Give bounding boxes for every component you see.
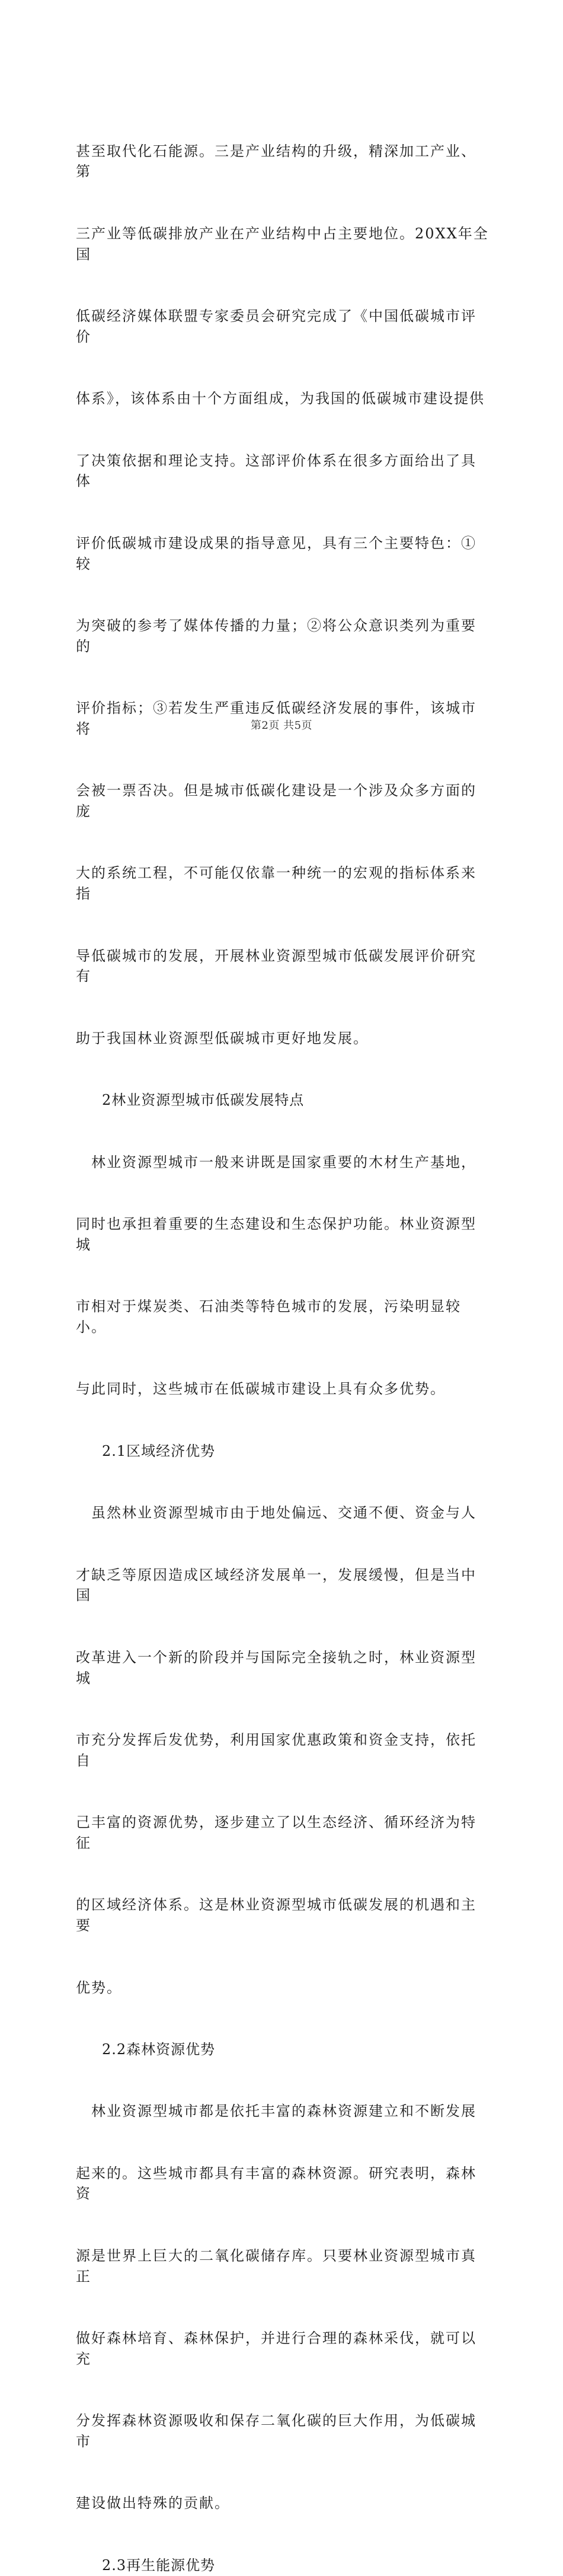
text-line: 体系》，该体系由十个方面组成，为我国的低碳城市建设提供 [76, 390, 485, 407]
text-line: 分发挥森林资源吸收和保存二氧化碳的巨大作用，为低碳城市 [76, 2412, 476, 2450]
document-body [76, 100, 491, 2576]
text-line: 了决策依据和理论支持。这部评价体系在很多方面给出了具体 [76, 452, 476, 490]
paragraph-section-2 [76, 1111, 491, 1441]
page-number-footer: 第2页 共5页 [250, 719, 313, 732]
section-heading-2-1: 2.1区域经济优势 [102, 1442, 216, 1459]
text-line: 才缺乏等原因造成区域经济发展单一，发展缓慢，但是当中国 [76, 1566, 476, 1604]
text-line: 优势。 [76, 1979, 122, 1996]
text-line: 评价指标；③若发生严重违反低碳经济发展的事件，该城市将 [76, 700, 476, 737]
text-line: 为突破的参考了媒体传播的力量；②将公众意识类列为重要的 [76, 617, 476, 655]
paragraph-section-2-1 [76, 1462, 491, 2039]
text-line: 己丰富的资源优势，逐步建立了以生态经济、循环经济为特征 [76, 1814, 476, 1851]
text-line: 评价低碳城市建设成果的指导意见，具有三个主要特色：①较 [76, 534, 476, 572]
section-heading-2-3: 2.3再生能源优势 [102, 2556, 216, 2574]
text-line: 的区域经济体系。这是林业资源型城市低碳发展的机遇和主要 [76, 1896, 476, 1934]
text-line: 虽然林业资源型城市由于地处偏远、交通不便、资金与人 [76, 1504, 476, 1522]
text-line: 建设做出特殊的贡献。 [76, 2495, 230, 2512]
text-line: 源是世界上巨大的二氧化碳储存库。只要林业资源型城市真正 [76, 2247, 476, 2285]
paragraph-intro-continued [76, 100, 491, 1090]
text-line: 林业资源型城市一般来讲既是国家重要的木材生产基地， [76, 1153, 476, 1171]
text-line: 与此同时，这些城市在低碳城市建设上具有众多优势。 [76, 1381, 446, 1398]
section-heading-2-2: 2.2森林资源优势 [102, 2041, 216, 2058]
text-line: 甚至取代化石能源。三是产业结构的升级，精深加工产业、第 [76, 142, 476, 180]
text-line: 做好森林培育、森林保护，并进行合理的森林采伐，就可以充 [76, 2330, 476, 2367]
text-line: 低碳经济媒体联盟专家委员会研究完成了《中国低碳城市评价 [76, 307, 476, 345]
text-line: 三产业等低碳排放产业在产业结构中占主要地位。20XX年全国 [76, 225, 489, 263]
text-line: 林业资源型城市都是依托丰富的森林资源建立和不断发展 [76, 2103, 476, 2120]
section-heading-2: 2林业资源型城市低碳发展特点 [102, 1092, 305, 1109]
paragraph-section-2-2 [76, 2060, 491, 2555]
text-line: 改革进入一个新的阶段并与国际完全接轨之时，林业资源型城 [76, 1649, 476, 1686]
text-line: 市相对于煤炭类、石油类等特色城市的发展，污染明显较小。 [76, 1298, 461, 1336]
text-line: 大的系统工程，不可能仅依靠一种统一的宏观的指标体系来指 [76, 865, 476, 903]
text-line: 市充分发挥后发优势，利用国家优惠政策和资金支持，依托自 [76, 1731, 476, 1769]
text-line: 助于我国林业资源型低碳城市更好地发展。 [76, 1029, 369, 1047]
text-line: 导低碳城市的发展，开展林业资源型城市低碳发展评价研究有 [76, 947, 476, 985]
text-line: 同时也承担着重要的生态建设和生态保护功能。林业资源型城 [76, 1216, 476, 1253]
text-line: 起来的。这些城市都具有丰富的森林资源。研究表明，森林资 [76, 2164, 476, 2202]
text-line: 会被一票否决。但是城市低碳化建设是一个涉及众多方面的庞 [76, 782, 476, 820]
